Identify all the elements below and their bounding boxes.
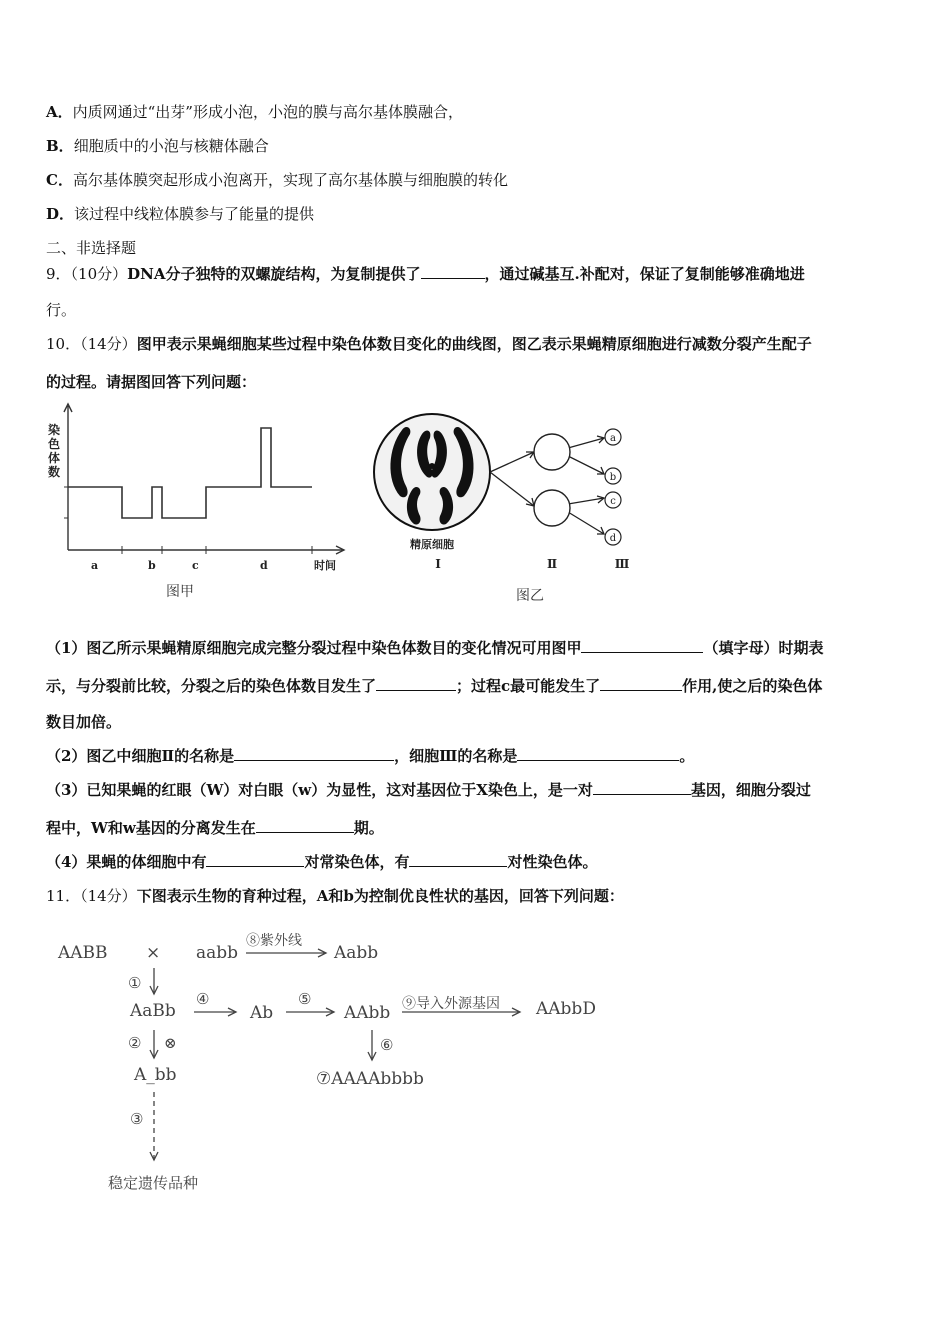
figure-yi [366,410,636,610]
option-letter: A． [46,103,73,121]
q11-stem: 下图表示生物的育种过程，A和b为控制优良性状的基因，回答下列问题： [136,887,624,905]
gamete-label: c [610,496,616,507]
q10-stem: 图甲表示果蝇细胞某些过程中染色体数目变化的曲线图，图乙表示果蝇精原细胞进行减数分裂产生配子 [136,335,812,353]
option-letter: B． [46,137,74,155]
genotype-transgenic: AAbbD [536,999,596,1019]
step-label: ⑧紫外线 [246,933,302,949]
q10-line1 [46,334,904,354]
q10-number: 10．（14分） [46,335,137,353]
answer-blank[interactable] [409,852,507,867]
q10-text: ；过程c最可能发生了 [456,677,601,695]
q10-line2: 的过程。请据图回答下列问题： [46,373,257,391]
selfing-symbol: ⊗ [164,1034,177,1052]
answer-blank[interactable] [256,818,354,833]
q10-sub1-line3: 数目加倍。 [46,713,122,731]
figure-caption: 图甲 [166,584,194,600]
step-label: ⑥ [380,1036,394,1054]
option-d [46,204,904,224]
cell-label: 精原细胞 [410,538,454,551]
q10-text: 基因，细胞分裂过 [690,781,811,799]
gamete-label: a [610,433,616,444]
tick-label: c [192,559,199,572]
tick-label: a [91,559,99,572]
chromosome-curve [68,428,312,518]
q10-sub2 [46,746,904,766]
stage-label: Ⅰ [435,557,441,571]
step-label: ② [128,1034,142,1052]
q10-text: （2）图乙中细胞Ⅱ的名称是 [46,747,235,765]
cross-symbol: × [146,943,161,963]
step-label: ⑤ [298,990,312,1008]
option-letter: D． [46,205,75,223]
q11-number: 11．（14分） [46,887,137,905]
answer-blank[interactable] [600,676,682,691]
q10-text: （填字母）时期表 [703,639,824,657]
q10-sub4 [46,852,904,872]
genotype-f2: A_bb [134,1065,177,1085]
q9-line1 [46,264,904,284]
genotype-tetraploid: ⑦AAAAbbbb [316,1069,424,1089]
secondary-spermatocyte [534,434,570,470]
option-a [46,102,904,122]
stable-variety-label: 稳定遗传品种 [108,1174,199,1192]
q10-text: 对性染色体。 [507,853,598,871]
q9-text: ，通过碱基互.补配对，保证了复制能够准确地进 [484,265,805,283]
y-label-char: 色 [48,437,61,451]
gamete-label: d [609,533,617,544]
q11-line1 [46,886,904,906]
q10-text: 对常染色体，有 [304,853,410,871]
step-label: ③ [130,1110,144,1128]
x-axis-label: 时间 [314,559,336,572]
genotype-doubled: AAbb [344,1003,391,1023]
stage-label: Ⅲ [614,557,630,571]
step-label: ① [128,974,142,992]
y-label-char: 体 [48,451,61,465]
q9-text: DNA分子独特的双螺旋结构，为复制提供了 [127,265,421,283]
option-text: 内质网通过“出芽”形成小泡，小泡的膜与高尔基体膜融合， [72,103,463,121]
q10-text: ，细胞Ⅲ的名称是 [394,747,518,765]
option-text: 高尔基体膜突起形成小泡离开，实现了高尔基体膜与细胞膜的转化 [72,171,508,189]
genotype-result: Aabb [334,943,379,963]
q10-text: （4）果蝇的体细胞中有 [46,853,207,871]
option-c [46,170,904,190]
tick-label: b [148,559,156,572]
option-text: 细胞质中的小泡与核糖体融合 [73,137,269,155]
diagram-arrows [150,949,520,1160]
genotype-aabb-parent: AABB [58,943,108,963]
genotype-haploid: Ab [250,1003,274,1023]
q10-text: （3）已知果蝇的红眼（W）对白眼（w）为显性，这对基因位于X染色上，是一对 [46,781,593,799]
y-label-char: 数 [48,465,61,479]
q10-sub3-line2 [46,818,904,838]
q10-text: 作用,使之后的染色体 [682,677,823,695]
figure-caption: 图乙 [516,588,544,604]
q9-line2: 行。 [46,301,77,319]
q10-text: 。 [679,747,695,765]
gamete-label: b [609,472,617,483]
stage-label: Ⅱ [546,557,558,571]
answer-blank[interactable] [593,780,691,795]
option-text: 该过程中线粒体膜参与了能量的提供 [74,205,315,223]
breeding-diagram [50,926,630,1198]
answer-blank[interactable] [517,746,679,761]
q10-sub1-line1 [46,638,904,658]
answer-blank[interactable] [376,676,456,691]
q9-number: 9．（10分） [46,265,128,283]
q10-text: 程中，W和w基因的分离发生在 [46,819,256,837]
answer-blank[interactable] [581,638,703,653]
figure-jia [44,398,354,608]
q10-sub1-line2 [46,676,904,696]
option-b [46,136,904,156]
genotype-f1: AaBb [130,1001,176,1021]
option-letter: C． [46,171,73,189]
y-label-char: 染 [48,423,61,437]
q10-text: 示，与分裂前比较，分裂之后的染色体数目发生了 [46,677,377,695]
secondary-spermatocyte [534,490,570,526]
section-title: 二、非选择题 [46,239,137,257]
answer-blank[interactable] [421,264,485,279]
tick-label: d [260,559,268,572]
q10-text: （1）图乙所示果蝇精原细胞完成完整分裂过程中染色体数目的变化情况可用图甲 [46,639,582,657]
q10-sub3-line1 [46,780,904,800]
genotype-recessive-parent: aabb [196,943,239,963]
step-label: ④ [196,990,210,1008]
step-label: ⑨导入外源基因 [402,996,500,1012]
answer-blank[interactable] [234,746,394,761]
q10-text: 期。 [353,819,384,837]
answer-blank[interactable] [206,852,304,867]
